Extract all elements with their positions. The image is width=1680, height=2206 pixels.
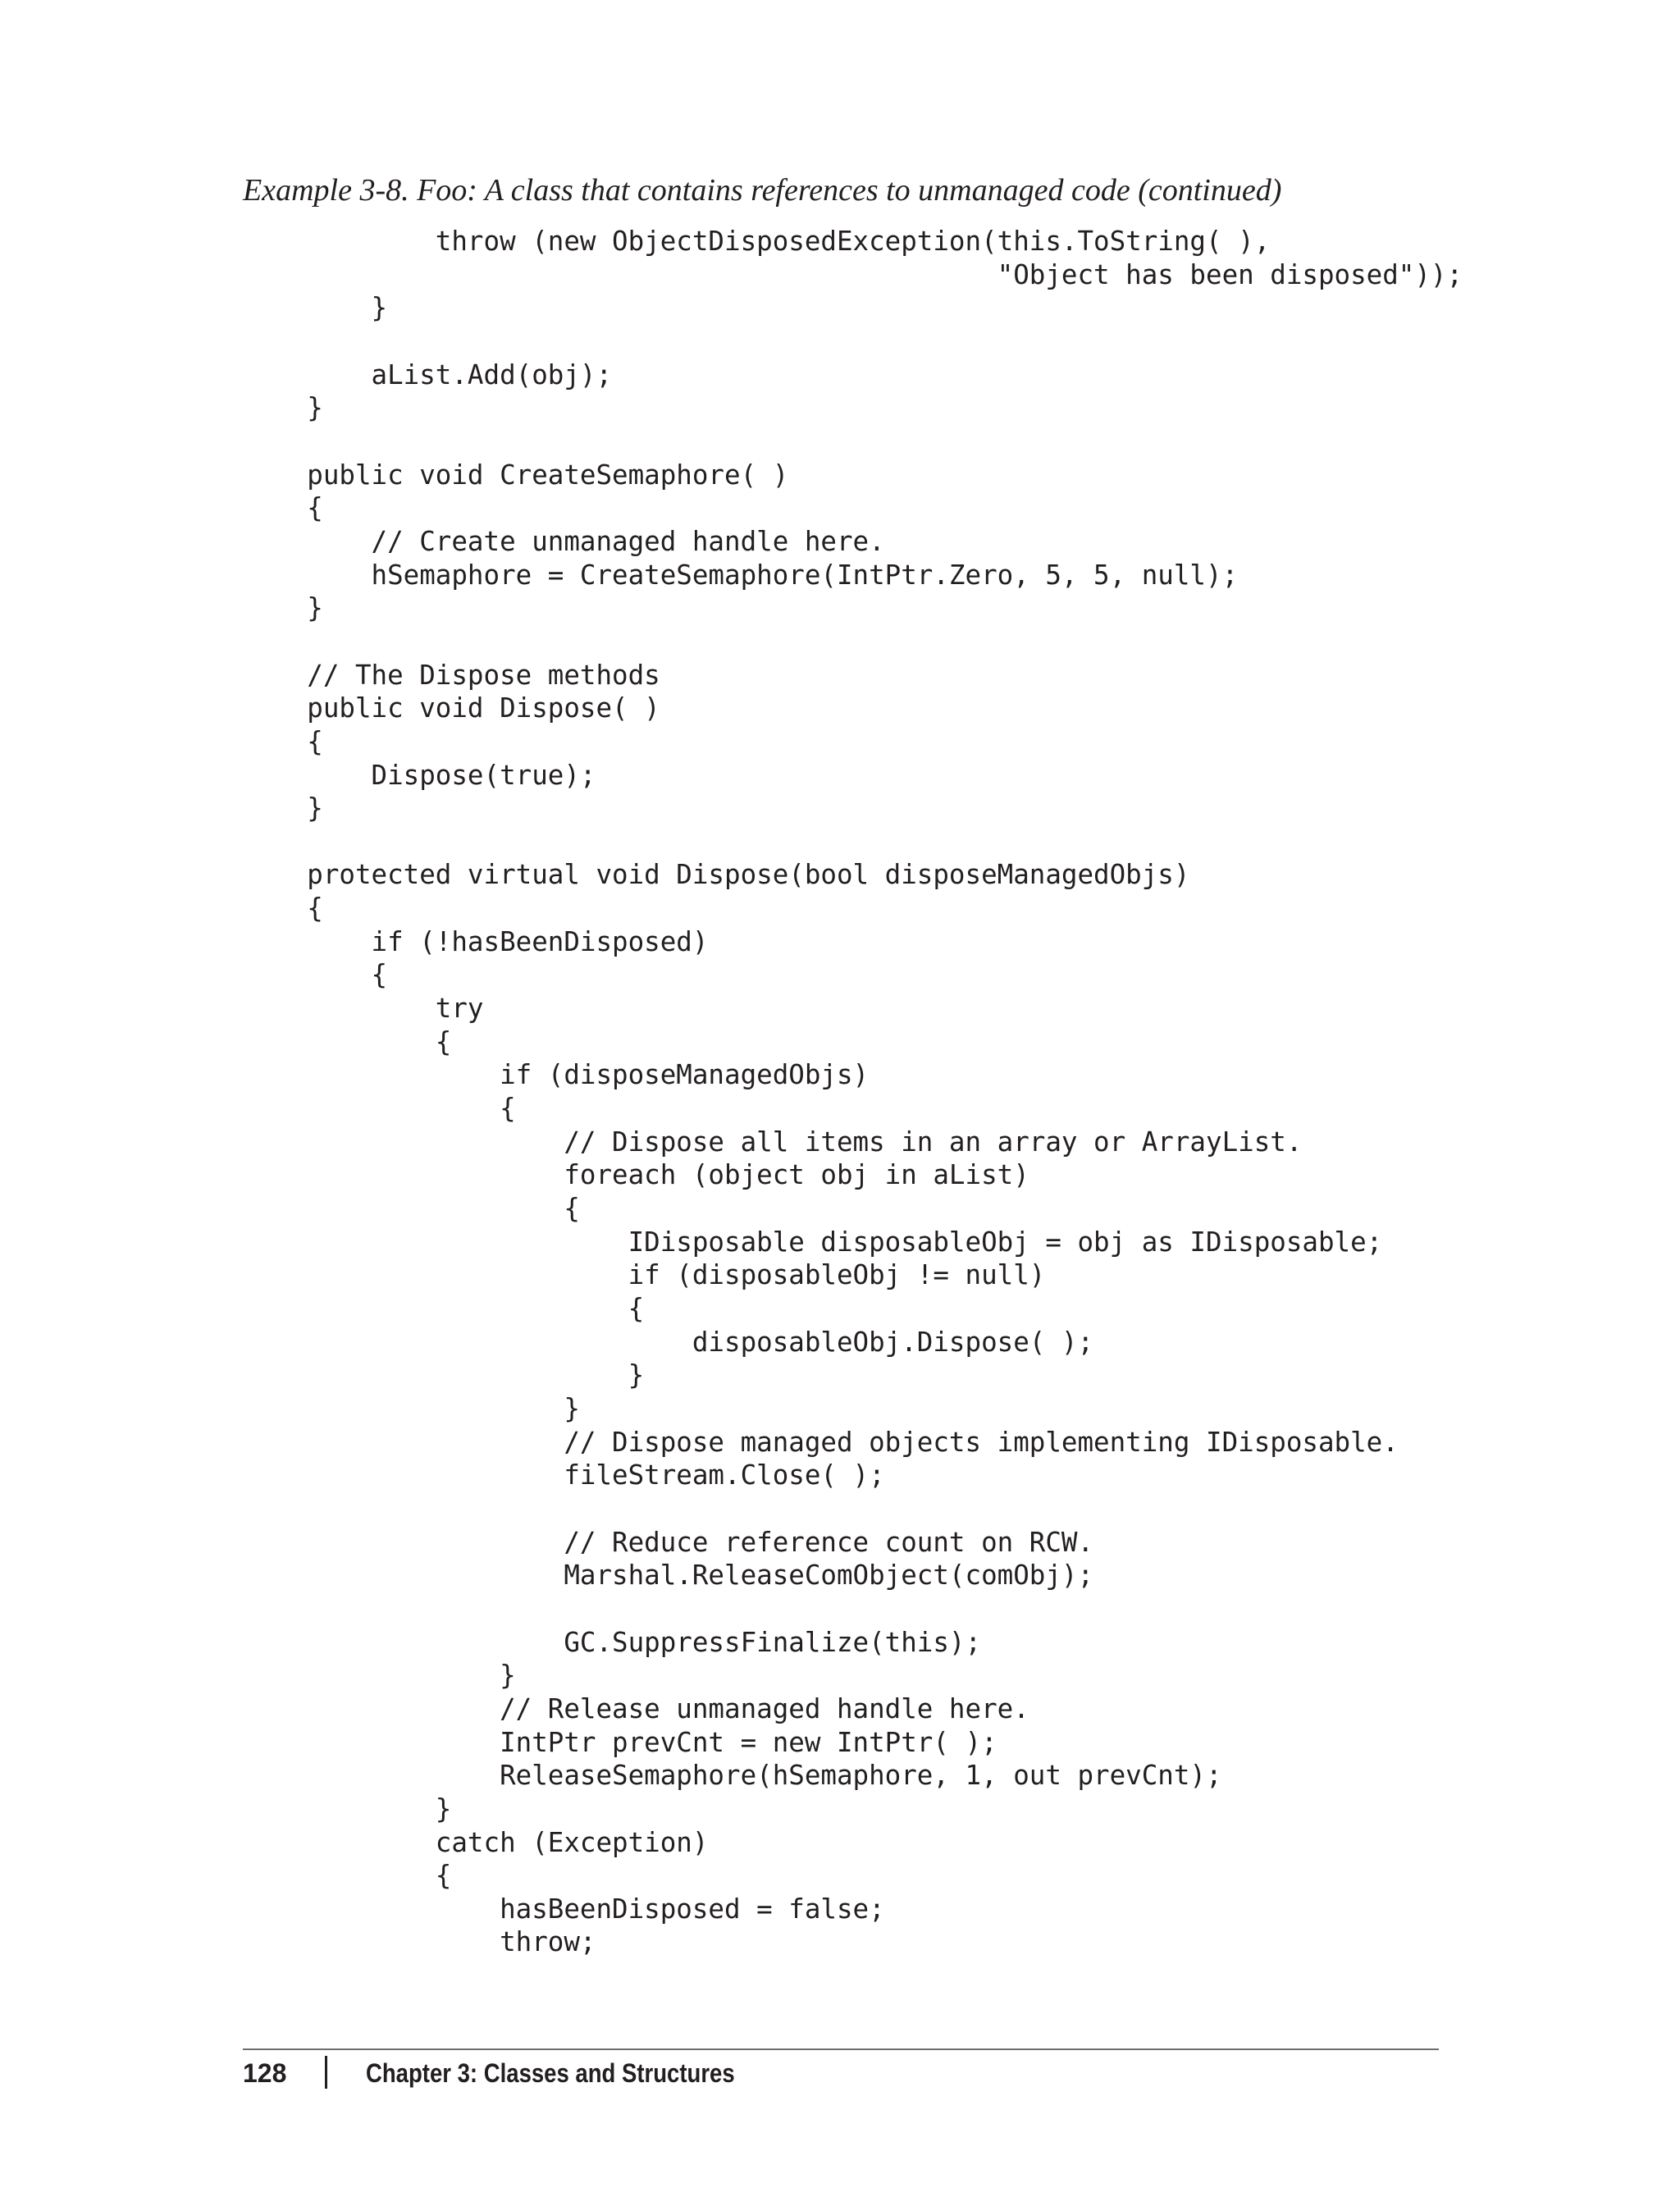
code-line: } — [243, 1359, 645, 1391]
code-line: // Release unmanaged handle here. — [243, 1692, 1029, 1724]
code-line: aList.Add(obj); — [243, 359, 613, 391]
code-line: protected virtual void Dispose(bool disposeManagedObjs) — [243, 859, 1190, 891]
code-listing — [243, 225, 1463, 1959]
code-line: { — [243, 1093, 516, 1125]
code-line: // Dispose all items in an array or ArrayList. — [243, 1126, 1303, 1158]
code-line: { — [243, 1025, 452, 1057]
code-line: } — [243, 792, 323, 824]
code-line: // Create unmanaged handle here. — [243, 525, 885, 557]
chapter-title: Chapter 3: Classes and Structures — [366, 2058, 735, 2088]
code-line: } — [243, 292, 388, 324]
code-line: IntPtr prevCnt = new IntPtr( ); — [243, 1726, 998, 1758]
code-line: // The Dispose methods — [243, 659, 660, 691]
footer-divider — [243, 2048, 1439, 2050]
code-line: { — [243, 959, 388, 991]
code-line: { — [243, 1293, 645, 1324]
page-footer — [243, 2053, 795, 2094]
code-line: } — [243, 592, 323, 624]
code-line: throw; — [243, 1926, 596, 1958]
code-line: disposableObj.Dispose( ); — [243, 1326, 1094, 1358]
code-line: "Object has been disposed")); — [243, 258, 1463, 290]
footer-separator — [325, 2056, 327, 2089]
code-line: // Reduce reference count on RCW. — [243, 1526, 1094, 1558]
code-line: catch (Exception) — [243, 1826, 709, 1858]
code-line: GC.SuppressFinalize(this); — [243, 1626, 982, 1658]
code-line: fileStream.Close( ); — [243, 1459, 885, 1491]
page-number: 128 — [243, 2058, 287, 2088]
code-line: { — [243, 725, 323, 757]
code-line: { — [243, 1193, 580, 1225]
code-line: { — [243, 893, 323, 925]
code-line: foreach (object obj in aList) — [243, 1159, 1029, 1191]
code-line — [243, 325, 1463, 359]
code-line: } — [243, 392, 323, 424]
code-line — [243, 1492, 1463, 1526]
code-line: public void CreateSemaphore( ) — [243, 459, 789, 491]
code-line: if (disposableObj != null) — [243, 1259, 1046, 1291]
code-line: { — [243, 1860, 452, 1892]
code-line: hSemaphore = CreateSemaphore(IntPtr.Zero, 5, 5, null); — [243, 559, 1239, 591]
code-line: if (disposeManagedObjs) — [243, 1059, 870, 1091]
code-line — [243, 425, 1463, 459]
code-line: try — [243, 993, 484, 1025]
code-line: Dispose(true); — [243, 759, 596, 791]
code-line: ReleaseSemaphore(hSemaphore, 1, out prevCnt); — [243, 1760, 1222, 1792]
example-caption: Example 3-8. Foo: A class that contains references to unmanaged code (continued) — [243, 173, 1282, 208]
code-line: if (!hasBeenDisposed) — [243, 925, 709, 957]
code-line — [243, 625, 1463, 659]
code-line: IDisposable disposableObj = obj as IDisposable; — [243, 1226, 1383, 1258]
code-line: throw (new ObjectDisposedException(this.ToString( ), — [243, 226, 1271, 257]
code-line: hasBeenDisposed = false; — [243, 1893, 885, 1925]
code-line: Marshal.ReleaseComObject(comObj); — [243, 1560, 1094, 1592]
code-line: // Dispose managed objects implementing IDisposable. — [243, 1426, 1399, 1458]
code-line: } — [243, 1660, 516, 1692]
code-line — [243, 825, 1463, 859]
code-line — [243, 1592, 1463, 1626]
code-line: public void Dispose( ) — [243, 692, 660, 724]
code-line: { — [243, 492, 323, 524]
code-line: } — [243, 1392, 580, 1424]
code-line: } — [243, 1793, 452, 1825]
